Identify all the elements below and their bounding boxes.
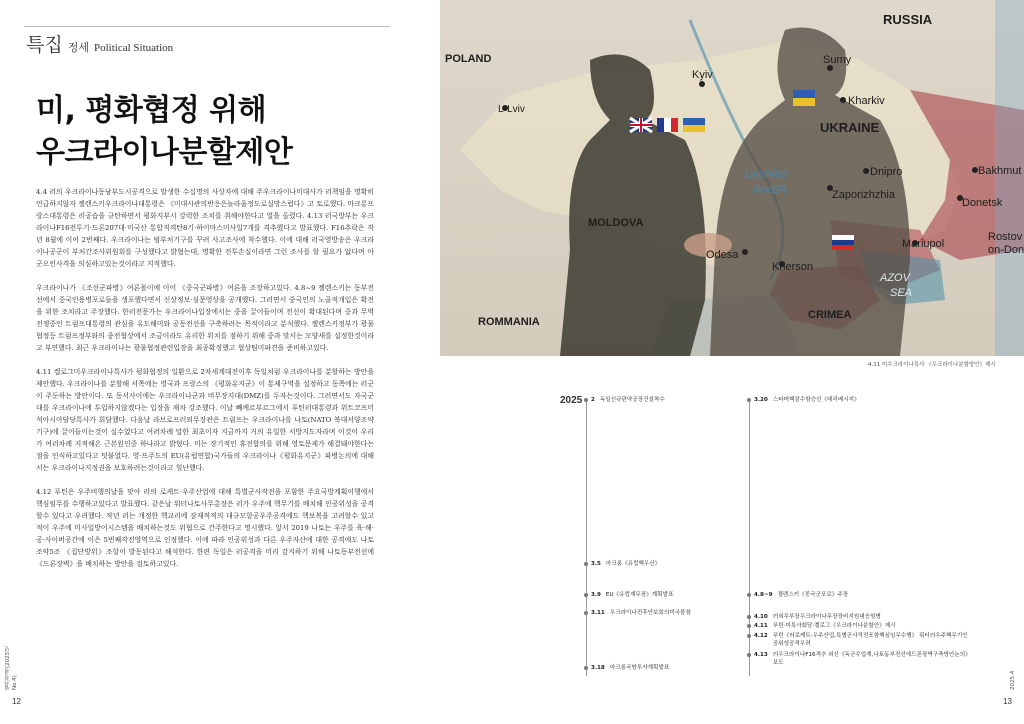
event-text: 젤렌스키《중국군포로》주장 xyxy=(777,592,849,598)
map-photo-composite xyxy=(440,0,1024,356)
label-russia: RUSSIA xyxy=(883,12,933,27)
event-text: 스타머핵잠수함승선《데리베시지》 xyxy=(772,397,860,403)
event-date: 4.10 xyxy=(754,614,768,620)
timeline-event xyxy=(586,560,660,568)
label-donetsk: Donetsk xyxy=(962,197,1003,209)
event-text: EU《유럽재무장》계획발표 xyxy=(605,592,674,598)
timeline-dot xyxy=(747,593,751,597)
france-flag-icon xyxy=(657,118,678,132)
section-sub-label: 정세 xyxy=(67,41,89,54)
label-crimea: CRIMEA xyxy=(808,309,852,321)
label-rostov-2: on-Don xyxy=(988,244,1024,256)
label-lviv: L•Lviv xyxy=(498,104,525,115)
label-poland: POLAND xyxy=(445,53,492,65)
header-rule xyxy=(24,26,390,27)
timeline-event xyxy=(749,651,973,667)
timeline-event xyxy=(586,591,673,599)
timeline-year: 2025 xyxy=(560,395,583,406)
timeline-dot xyxy=(747,624,751,628)
paragraph: 4.11 켈로그미우크라이나특사가 평화협정의 일환으로 2차세계대전이후 독일처럼 우크라이나를 분할하는 방안을 제안했다. 우크라이나를 분할해 서쪽에는 영국과 프랑스의 《평화유지군》이 통제구역을 설정하고 동쪽에는 러군이 주둔하는 방안이다. 또 동서사이에는 우크라이나군과 비무장지대(DMZ)를 두자는것이다. 그러면서도 자국군대를 우크라이나에 투입하지않겠다는 입장을 재차 강조했다. 이날 빼께르부르그에서 푸틴러대통령과 위트코프미석아시아담당특사가 회담했다. 다음날 라브로프러외무장관은 트럼프는 우크라이나를 나토(NATO 북대서양조약기구)에 끌어들이는것이 실수였다고 여러차례 말한 최초이자 지금까지 거의 유일한 서방지도자라며 이것이 우리가 여러차례 지적해온 근본원인중 하나라고 밝혔다. 미는 장기적인 휴전합의를 위해 영토문제가 해결돼야한다는점을 인식하고있다고 덧붙였다. 영·프주도의 EU(유럽연합)국가들의 우크라이나《평화유지군》파병논의에 대해서는 우크라이나지정권을 보호하려는것이라고 힐난했다. xyxy=(36,368,374,472)
label-rostov-1: Rostov xyxy=(988,231,1023,243)
section-label: 특집 xyxy=(26,34,63,56)
event-date: 3.5 xyxy=(591,561,601,567)
timeline-event xyxy=(586,396,665,404)
timeline-dot xyxy=(584,611,588,615)
uk-flag-icon xyxy=(630,118,652,132)
event-date: 2 xyxy=(591,397,595,403)
eu-ukraine-flag-icon xyxy=(683,118,705,132)
event-text: 독일신규판약공장건설착수 xyxy=(599,397,665,403)
left-running-footer: 월간정세(2025년 No.4) xyxy=(5,646,18,690)
timeline-dot xyxy=(747,653,751,657)
label-moldova: MOLDOVA xyxy=(588,217,644,229)
label-kherson: Kherson xyxy=(772,261,813,273)
title-line-2: 우크라이나분할제안 xyxy=(36,135,293,170)
event-date: 3.9 xyxy=(591,592,601,598)
page-number-left: 12 xyxy=(12,697,21,706)
label-zaporizhzhia: Zaporizhzhia xyxy=(832,189,895,201)
label-kyiv: Kyiv xyxy=(692,69,713,81)
event-date: 3.18 xyxy=(591,665,605,671)
timeline-dot xyxy=(584,593,588,597)
right-running-footer: 2025.4 xyxy=(1010,670,1016,690)
paragraph: 4.12 푸틴은 우주비행의날을 맞아 러의 로케트·우주산업에 대해 특별군사작전을 포함한 주요국방계획이행에서 핵심임무를 수행하고있다고 발표했다. 같은날 워터나토사무총장은 러가 우주에 핵무기를 배치해 인공위성을 공격할수 있다고 우려했다. 작년 러는 개정한 핵교리에 잠재적적의 대규모항공우주공격에도 핵보복을 고려할수 있고 적이 우주에 미사일방어시스템을 배치하는것도 위협으로 간주한다고 명시했다. 앞서 2019 나토는 우주를 육·해·공·사이버공간에 이은 5번째작전영역으로 인정했다. 이에 따라 인공위성과 다른 우주자산에 대한 공격에도 나토조약5조 《집단방위》조항이 발동된다고 해석한다. 한편 독일은 러공격을 미리 감지하기 위해 나토동부전선에 《드론장벽》을 배치하는 방안을 검토하고있다. xyxy=(36,488,374,568)
page-number-right: 13 xyxy=(1003,697,1012,706)
event-date: 4.12 xyxy=(754,633,768,639)
photo-caption: 4.11 미우크라이나특사 《우크라이나분할방안》제시 xyxy=(868,362,996,368)
label-azov-2: SEA xyxy=(890,287,913,299)
label-dnipro-river-1: DNIPRO xyxy=(745,169,788,181)
label-ukraine: UKRAINE xyxy=(820,120,880,135)
label-bakhmut: Bakhmut xyxy=(978,165,1022,177)
timeline-dot xyxy=(747,398,751,402)
label-kharkiv: Kharkiv xyxy=(848,95,885,107)
event-text: 우크라이나전후안보회의미국불참 xyxy=(609,610,691,616)
event-date: 4.8~9 xyxy=(754,592,773,598)
article-body xyxy=(36,186,374,582)
left-page xyxy=(0,0,410,724)
timeline-dot xyxy=(747,634,751,638)
label-dnipro-river-2: RIVER xyxy=(753,184,787,196)
event-text: 푸틴《러로케트·우주산업,특별군사작전포함핵심임무수행》 뤼터러우주핵무기인공위성공격우려 xyxy=(772,633,968,647)
label-mariupol: Mariupol xyxy=(902,238,945,250)
event-text: 러외무부장우크라이나무장장비지원대응원병 xyxy=(772,614,881,620)
timeline-line-left xyxy=(586,398,587,676)
title-line-1: 미, 평화협정 위해 xyxy=(36,93,267,128)
timeline-dot xyxy=(584,562,588,566)
paragraph: 우크라이나가 《조선군파병》여론몰이에 이어 《중국군파병》여론을 조장하고있다. 4.8~9 젤렌스키는 동부전선에서 중국인용병포로들을 생포했다면서 신상정보·심문영상을 공개했다. 그러면서 중국인의 노골적개입은 확전을 위한 조치라고 주장했다. 한러전문가는 우크라이나입장에서는 중을 끌어들이며 전선이 확대된다며 중과 무역전쟁중인 트럼프대통령의 관심을 유도해미와 공동전선을 구축하려는 목적이라고 분석했다. 젤렌스키정부가 광물협정등 트럼프정부와의 종전협상에서 조금이라도 유리한 위치를 점하기 위해 중과 맞서는 모양새를 설정한것이라고 부연했다. 최근 우크라이나는 광물협정관련입장을 최종확정했고 협상팀미파견을 준비하고있다. xyxy=(36,284,374,352)
timeline-event xyxy=(586,664,669,672)
section-tag xyxy=(26,30,173,57)
russia-flag-icon xyxy=(832,235,854,250)
event-text: 푸틴·미특사회담·켈로그《우크라이나분할안》제시 xyxy=(772,623,896,629)
event-text: 마크롱국방투자계획발표 xyxy=(609,665,670,671)
event-text: 마크롱《유럽핵우산》 xyxy=(605,561,661,567)
timeline-dot xyxy=(584,398,588,402)
section-english-label: Political Situation xyxy=(93,42,174,54)
timeline-event xyxy=(749,622,896,630)
label-dnipro: Dnipro xyxy=(870,166,903,178)
timeline-dot xyxy=(584,666,588,670)
timeline-event xyxy=(749,591,848,599)
paragraph: 4.4 러의 우크라이나동남부도시공격으로 발생한 수십명의 사상자에 대해 주우크라이나미대사가 러책임을 명확히 언급하지않자 젤렌스키우크라이나대통령은 《미대사관의반응은놀라울정도로실망스럽다》고 토로했다. 마크롱프랑스대통령은 러공습을 규탄하면서 평화지부시 강력한 조치를 취해야한다고 열을 올렸다. 4.13 러국방부는 우크라이나F16전투기·드론207대·미국산 통합직격탄8기·하이마스미사일7개를 격추했다고 발표했다. F16추락은 작년 8월에 이어 2번째다. 우크라이나는 범부처기구를 꾸려 사고조사에 착수했다. 이에 대해 러국영방송은 우크라이나공군이 부처간조사위원회를 구성했다고 밝혔는데, 명확한 전투손실이라면 그런 조사를 할 필요가 없다며 아군오인사격을 의심하고있는것이라고 지적했다. xyxy=(36,188,374,268)
timeline-event xyxy=(749,396,860,404)
map-svg xyxy=(440,0,1024,356)
article-title xyxy=(36,90,376,174)
ukraine-flag-icon xyxy=(793,90,815,106)
label-azov-1: AZOV xyxy=(880,272,910,284)
label-odesa: Odesa xyxy=(706,249,739,261)
event-date: 4.13 xyxy=(754,652,768,658)
timeline-event xyxy=(586,609,691,617)
timeline-event xyxy=(749,632,973,648)
label-romania: ROMMANIA xyxy=(478,316,540,328)
event-text: 러우크라이나F16격추 외신《독군수업계,나토동부전선에드론장벽구축방안논의》보도 xyxy=(772,652,971,666)
timeline-event xyxy=(749,613,881,621)
event-date: 4.11 xyxy=(754,623,768,629)
event-date: 3.20 xyxy=(754,397,768,403)
timeline-dot xyxy=(747,615,751,619)
event-date: 3.11 xyxy=(591,610,605,616)
label-sumy: Sumy xyxy=(823,54,852,66)
